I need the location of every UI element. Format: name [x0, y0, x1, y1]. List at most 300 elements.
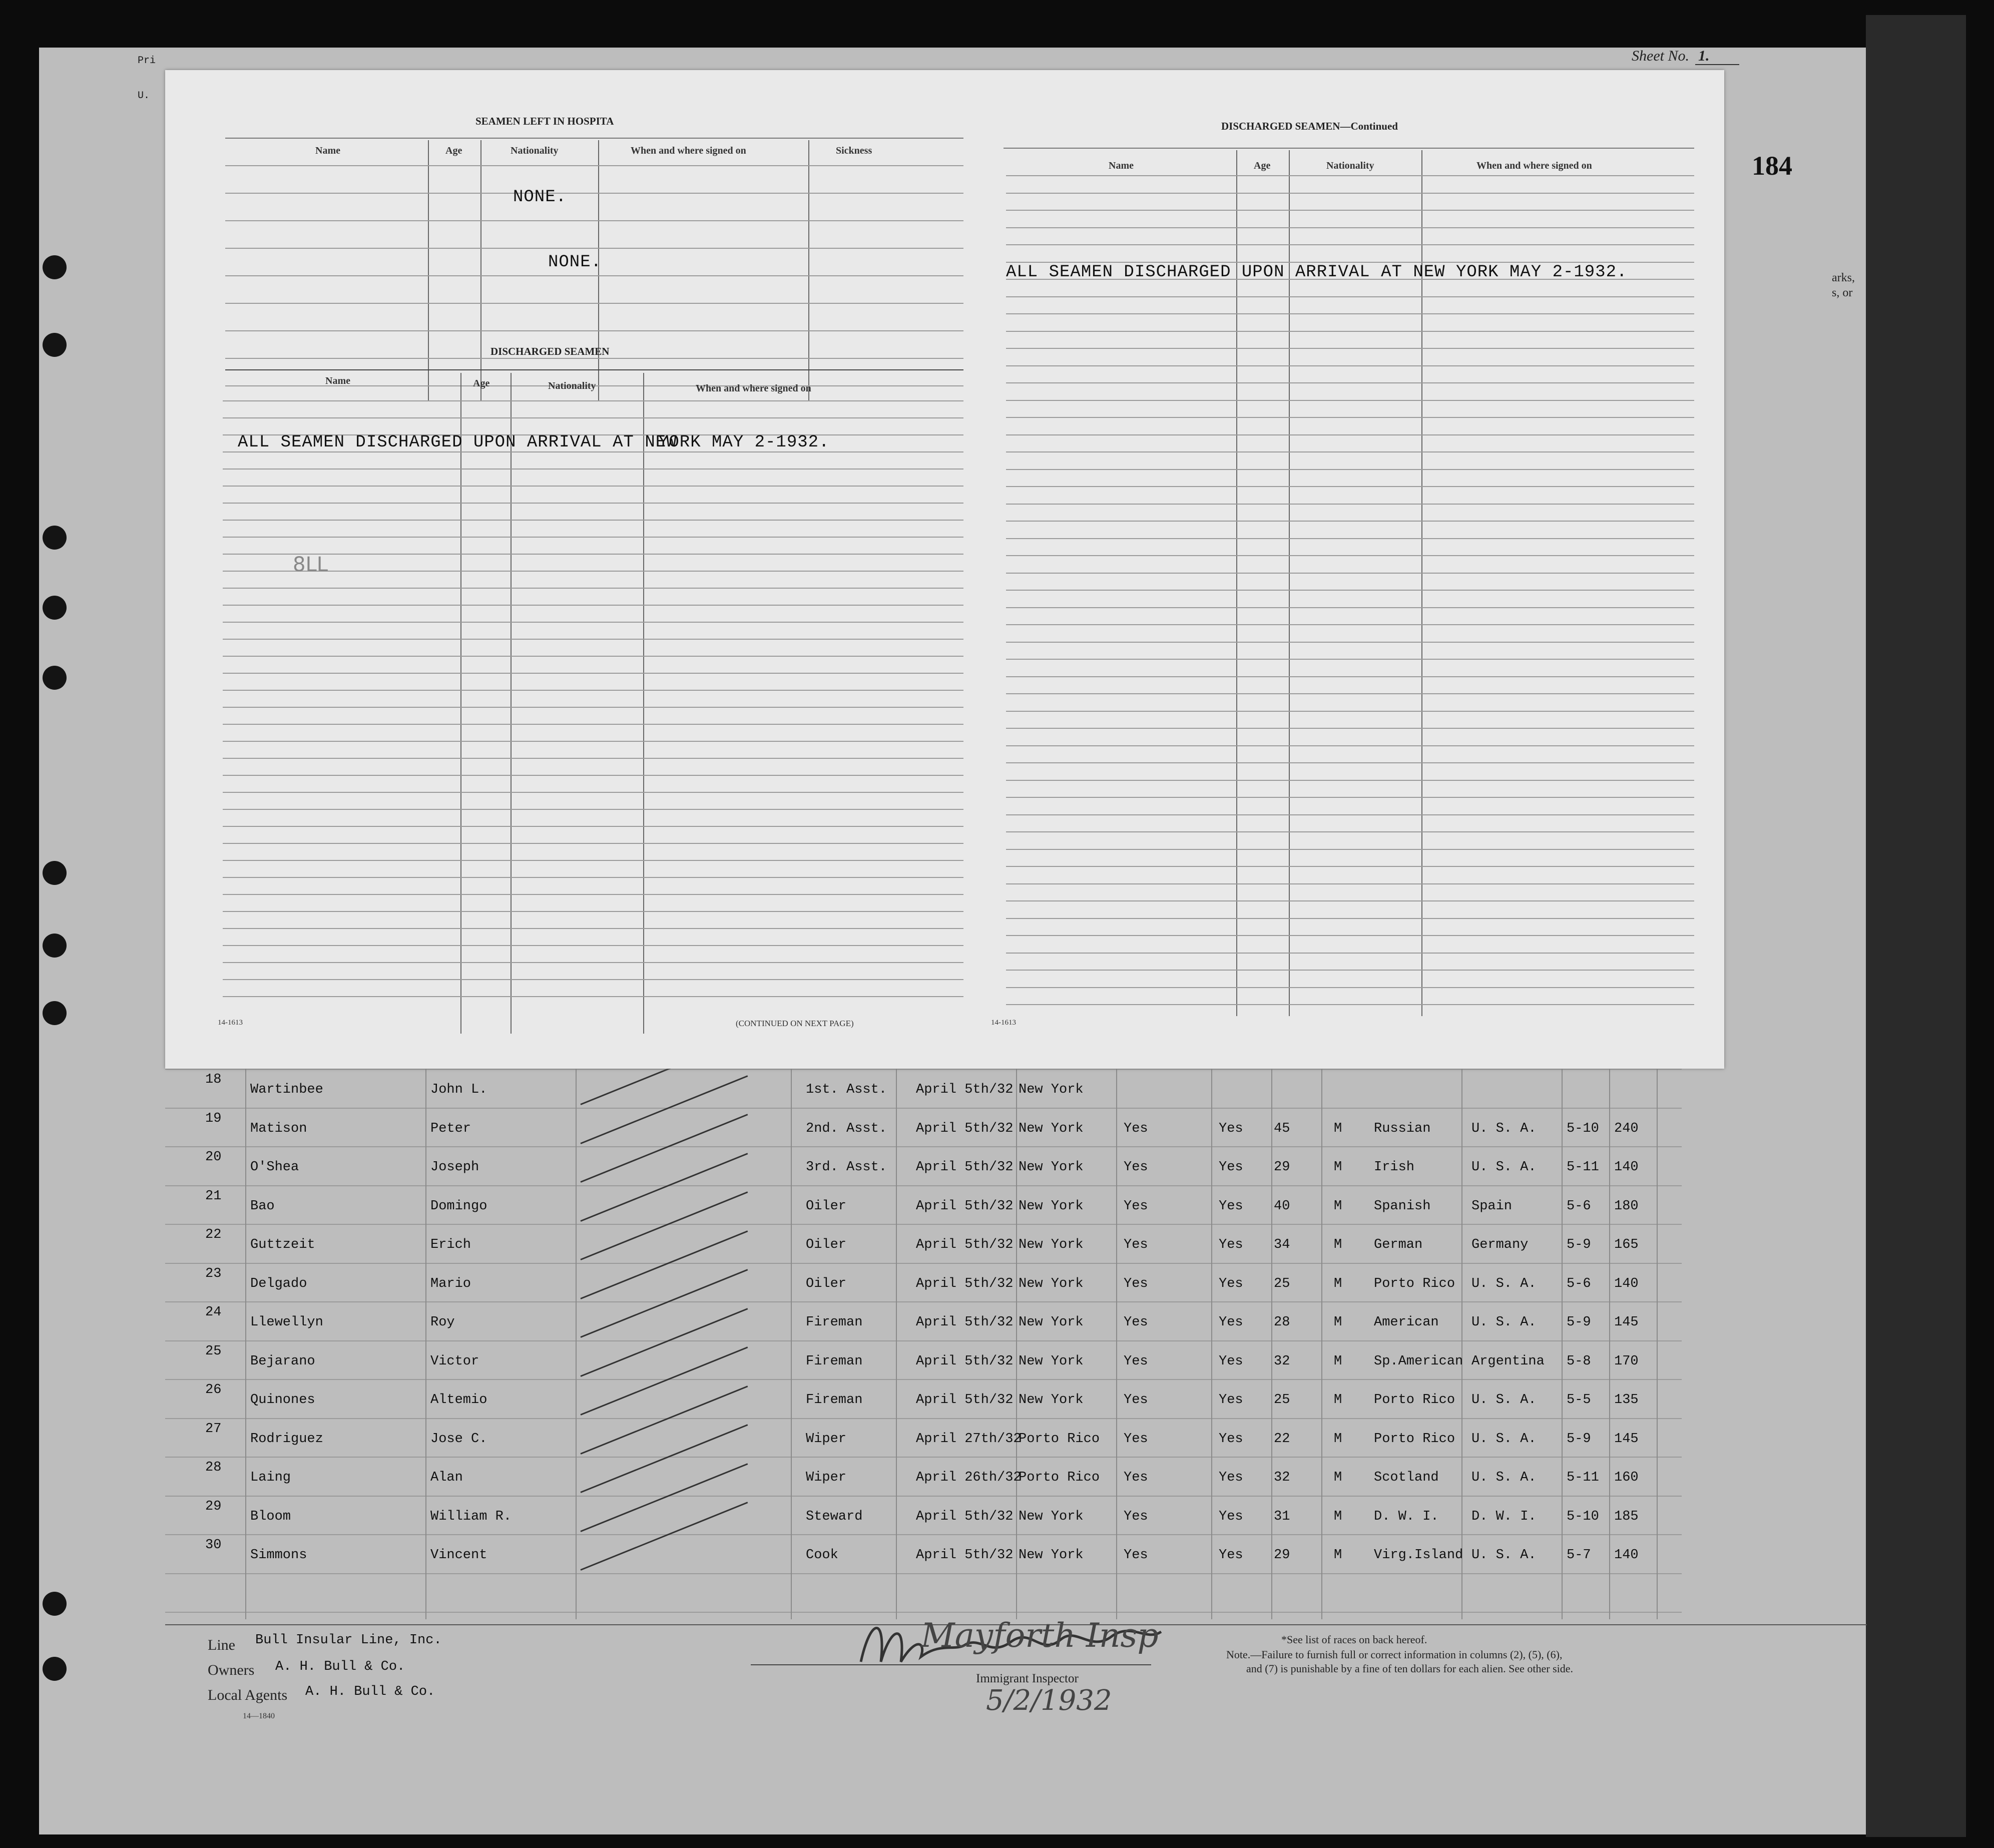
- ruled-line: [223, 860, 963, 861]
- immigrant-inspector-label: Immigrant Inspector: [976, 1672, 1079, 1685]
- crew-age: 29: [1274, 1548, 1290, 1563]
- ruled-line: [1006, 849, 1694, 850]
- crew-nation: U. S. A.: [1471, 1121, 1537, 1136]
- crew-nation: U. S. A.: [1471, 1393, 1537, 1408]
- ruled-line: [1006, 728, 1694, 729]
- crew-race: Virg.Island: [1374, 1548, 1463, 1563]
- crew-no: 28: [205, 1460, 222, 1475]
- crew-nation: U. S. A.: [1471, 1315, 1537, 1330]
- local-agents-label: Local Agents: [208, 1687, 288, 1703]
- crew-no: 29: [205, 1499, 222, 1514]
- crew-weight: 145: [1614, 1431, 1639, 1447]
- ruled-line: [223, 843, 963, 844]
- sheet-number-label: Sheet No.: [1632, 48, 1689, 64]
- ruled-line: [1006, 745, 1694, 746]
- continued-text: ALL SEAMEN DISCHARGED UPON ARRIVAL AT NEW YORK MAY 2-1932.: [1006, 263, 1628, 282]
- crew-given: Jose C.: [430, 1431, 487, 1447]
- continued-col-nationality: Nationality: [1326, 160, 1374, 171]
- ledger-column-rule: [1657, 1069, 1658, 1619]
- rule: [225, 138, 963, 139]
- ruled-line: [1006, 521, 1694, 522]
- crew-no: 22: [205, 1227, 222, 1242]
- crew-signed: April 5th/32: [916, 1548, 1014, 1563]
- crew-sex: M: [1334, 1160, 1342, 1175]
- ledger-column-rule: [896, 1069, 897, 1619]
- crew-weight: 135: [1614, 1393, 1639, 1408]
- crew-race: Porto Rico: [1374, 1276, 1455, 1291]
- crew-height: 5-9: [1567, 1315, 1591, 1330]
- crew-c1: Yes: [1124, 1315, 1148, 1330]
- ruled-line: [223, 911, 963, 912]
- ledger-column-rule: [1016, 1069, 1017, 1619]
- crew-place: New York: [1019, 1082, 1084, 1097]
- ledger-column-rule: [1211, 1069, 1212, 1619]
- crew-height: 5-6: [1567, 1276, 1591, 1291]
- hospital-col-age: Age: [445, 145, 462, 156]
- crew-c2: Yes: [1219, 1237, 1243, 1252]
- margin-fragment: U.: [138, 90, 150, 102]
- binder-hole: [43, 526, 67, 550]
- crew-c1: Yes: [1124, 1237, 1148, 1252]
- crew-age: 45: [1274, 1121, 1290, 1136]
- ruled-line: [223, 673, 963, 674]
- crew-place: New York: [1019, 1198, 1084, 1214]
- crew-age: 28: [1274, 1315, 1290, 1330]
- crew-height: 5-9: [1567, 1431, 1591, 1447]
- crew-no: 21: [205, 1188, 222, 1204]
- ruled-line: [225, 220, 963, 221]
- crew-surname: Bao: [250, 1198, 275, 1214]
- ruled-line: [223, 928, 963, 929]
- crew-c2: Yes: [1219, 1431, 1243, 1447]
- crew-rating: Fireman: [806, 1353, 863, 1369]
- binder-edge: [1866, 15, 1966, 1837]
- crew-c2: Yes: [1219, 1353, 1243, 1369]
- ledger-rule: [165, 1224, 1682, 1225]
- ruled-line: [1006, 900, 1694, 901]
- ruled-line: [1006, 227, 1694, 228]
- ruled-line: [1006, 365, 1694, 366]
- discharged-title: DISCHARGED SEAMEN: [490, 345, 610, 357]
- crew-given: John L.: [430, 1082, 487, 1097]
- crew-sex: M: [1334, 1353, 1342, 1369]
- ruled-line: [1006, 382, 1694, 383]
- binder-hole: [43, 934, 67, 958]
- crew-race: Russian: [1374, 1121, 1431, 1136]
- ruled-line: [1006, 193, 1694, 194]
- crew-surname: Bejarano: [250, 1353, 315, 1369]
- discharged-col-name: Name: [325, 375, 350, 386]
- crew-place: New York: [1019, 1160, 1084, 1175]
- ledger-rule: [165, 1340, 1682, 1341]
- crew-signed: April 27th/32: [916, 1431, 1022, 1447]
- crew-place: New York: [1019, 1393, 1084, 1408]
- seamen-overlay-sheet: [165, 70, 1724, 1069]
- ruled-line: [1006, 417, 1694, 418]
- crew-weight: 165: [1614, 1237, 1639, 1252]
- ruled-line: [223, 996, 963, 997]
- crew-nation: U. S. A.: [1471, 1470, 1537, 1485]
- ruled-line: [223, 537, 963, 538]
- rule: [1004, 148, 1694, 149]
- crew-height: 5-6: [1567, 1198, 1591, 1214]
- discharged-col-signed-on: When and where signed on: [696, 383, 811, 394]
- line-value: Bull Insular Line, Inc.: [255, 1633, 442, 1648]
- crew-given: Joseph: [430, 1160, 479, 1175]
- crew-age: 25: [1274, 1276, 1290, 1291]
- ruled-line: [223, 690, 963, 691]
- crew-surname: Delgado: [250, 1276, 307, 1291]
- crew-height: 5-11: [1567, 1160, 1599, 1175]
- binder-hole: [43, 1592, 67, 1616]
- ruled-line: [1006, 797, 1694, 798]
- crew-surname: Llewellyn: [250, 1315, 323, 1330]
- binder-hole: [43, 666, 67, 690]
- crew-place: Porto Rico: [1019, 1431, 1100, 1447]
- crew-c1: Yes: [1124, 1121, 1148, 1136]
- crew-surname: Laing: [250, 1470, 291, 1485]
- ruled-line: [1006, 624, 1694, 625]
- crew-no: 24: [205, 1305, 222, 1320]
- crew-c2: Yes: [1219, 1121, 1243, 1136]
- crew-height: 5-5: [1567, 1393, 1591, 1408]
- crew-rating: Oiler: [806, 1237, 847, 1252]
- crew-surname: Quinones: [250, 1393, 315, 1408]
- crew-age: 40: [1274, 1198, 1290, 1214]
- owners-label: Owners: [208, 1662, 255, 1678]
- crew-nation: Germany: [1471, 1237, 1529, 1252]
- ruled-line: [225, 165, 963, 166]
- crew-no: 23: [205, 1266, 222, 1281]
- races-note: *See list of races on back hereof.: [1281, 1633, 1427, 1646]
- crew-nation: D. W. I.: [1471, 1509, 1537, 1524]
- binder-hole: [43, 596, 67, 620]
- ruled-line: [1006, 434, 1694, 435]
- crew-age: 25: [1274, 1393, 1290, 1408]
- crew-no: 27: [205, 1421, 222, 1437]
- ledger-rule: [165, 1418, 1682, 1419]
- crew-race: Spanish: [1374, 1198, 1431, 1214]
- ledger-rule: [165, 1069, 1682, 1070]
- crew-no: 30: [205, 1538, 222, 1553]
- crew-surname: Simmons: [250, 1548, 307, 1563]
- ruled-line: [1006, 970, 1694, 971]
- discharged-text-a: ALL SEAMEN DISCHARGED UPON ARRIVAL AT NEW: [238, 433, 677, 452]
- crew-rating: Steward: [806, 1509, 863, 1524]
- owners-value: A. H. Bull & Co.: [275, 1659, 405, 1674]
- binder-hole: [43, 333, 67, 357]
- ruled-line: [225, 275, 963, 276]
- ruled-line: [1006, 953, 1694, 954]
- crew-sex: M: [1334, 1548, 1342, 1563]
- ruled-line: [223, 400, 963, 401]
- crew-race: Sp.American: [1374, 1353, 1463, 1369]
- crew-c1: Yes: [1124, 1353, 1148, 1369]
- crew-signed: April 5th/32: [916, 1121, 1014, 1136]
- hospital-title: SEAMEN LEFT IN HOSPITA: [475, 115, 614, 127]
- rule: [225, 369, 963, 370]
- crew-rating: Oiler: [806, 1198, 847, 1214]
- rule: [643, 373, 644, 1034]
- hospital-entry: NONE.: [513, 188, 567, 207]
- crew-c1: Yes: [1124, 1393, 1148, 1408]
- ledger-column-rule: [791, 1069, 792, 1619]
- ruled-line: [1006, 642, 1694, 643]
- ruled-line: [225, 248, 963, 249]
- ruled-line: [1006, 175, 1694, 176]
- ruled-line: [1006, 538, 1694, 539]
- ruled-line: [1006, 693, 1694, 694]
- crew-age: 29: [1274, 1160, 1290, 1175]
- crew-surname: Wartinbee: [250, 1082, 323, 1097]
- crew-given: Roy: [430, 1315, 455, 1330]
- continued-title: DISCHARGED SEAMEN—Continued: [1221, 120, 1398, 132]
- ledger-column-rule: [1116, 1069, 1117, 1619]
- fine-note-2: and (7) is punishable by a fine of ten dollars for each alien. See other side.: [1246, 1662, 1574, 1675]
- crew-sex: M: [1334, 1470, 1342, 1485]
- crew-given: William R.: [430, 1509, 512, 1524]
- ruled-line: [223, 469, 963, 470]
- discharged-text-b: YORK MAY 2-1932.: [658, 433, 830, 452]
- rule: [428, 140, 429, 400]
- ruled-line: [223, 588, 963, 589]
- ruled-line: [1006, 780, 1694, 781]
- ruled-line: [223, 554, 963, 555]
- crew-rating: 1st. Asst.: [806, 1082, 887, 1097]
- ruled-line: [1006, 210, 1694, 211]
- ruled-line: [1006, 331, 1694, 332]
- margin-fragment: Pri: [138, 55, 156, 67]
- crew-age: 22: [1274, 1431, 1290, 1447]
- crew-nation: U. S. A.: [1471, 1160, 1537, 1175]
- rule: [808, 140, 809, 400]
- crew-rating: Cook: [806, 1548, 838, 1563]
- hospital-col-name: Name: [315, 145, 340, 156]
- crew-no: 20: [205, 1150, 222, 1165]
- crew-nation: U. S. A.: [1471, 1548, 1537, 1563]
- crew-surname: Matison: [250, 1121, 307, 1136]
- ruled-line: [223, 877, 963, 878]
- ruled-line: [1006, 486, 1694, 487]
- line-label: Line: [208, 1637, 235, 1653]
- ledger-column-rule: [1562, 1069, 1563, 1619]
- page-number: 184: [1752, 151, 1792, 181]
- continued-col-name: Name: [1109, 160, 1134, 171]
- crew-c1: Yes: [1124, 1198, 1148, 1214]
- ledger-column-rule: [245, 1069, 246, 1619]
- form-number: 14—1840: [243, 1712, 275, 1720]
- ruled-line: [223, 656, 963, 657]
- crew-c1: Yes: [1124, 1470, 1148, 1485]
- crew-given: Vincent: [430, 1548, 487, 1563]
- crew-place: New York: [1019, 1237, 1084, 1252]
- ruled-line: [223, 571, 963, 572]
- crew-place: New York: [1019, 1509, 1084, 1524]
- crew-race: Scotland: [1374, 1470, 1439, 1485]
- ruled-line: [1006, 883, 1694, 884]
- crew-weight: 170: [1614, 1353, 1639, 1369]
- crew-height: 5-11: [1567, 1470, 1599, 1485]
- ruled-line: [223, 792, 963, 793]
- ruled-line: [1006, 935, 1694, 936]
- crew-sex: M: [1334, 1315, 1342, 1330]
- crew-place: New York: [1019, 1276, 1084, 1291]
- crew-given: Mario: [430, 1276, 471, 1291]
- ruled-line: [1006, 676, 1694, 677]
- crew-signed: April 26th/32: [916, 1470, 1022, 1485]
- crew-c2: Yes: [1219, 1198, 1243, 1214]
- crew-rating: Wiper: [806, 1431, 847, 1447]
- crew-rating: 3rd. Asst.: [806, 1160, 887, 1175]
- rule: [480, 140, 481, 400]
- crew-weight: 160: [1614, 1470, 1639, 1485]
- crew-weight: 185: [1614, 1509, 1639, 1524]
- ruled-line: [225, 330, 963, 331]
- crew-weight: 145: [1614, 1315, 1639, 1330]
- ruled-line: [223, 962, 963, 963]
- crew-surname: Guttzeit: [250, 1237, 315, 1252]
- continued-label: (CONTINUED ON NEXT PAGE): [736, 1019, 854, 1028]
- ledger-rule: [165, 1534, 1682, 1535]
- ruled-line: [223, 520, 963, 521]
- crew-c1: Yes: [1124, 1276, 1148, 1291]
- ledger-column-rule: [1461, 1069, 1462, 1619]
- sheet-number: [1632, 48, 1739, 65]
- ruled-line: [1006, 348, 1694, 349]
- crew-signed: April 5th/32: [916, 1276, 1014, 1291]
- ruled-line: [223, 775, 963, 776]
- crew-nation: U. S. A.: [1471, 1276, 1537, 1291]
- crew-sex: M: [1334, 1393, 1342, 1408]
- crew-race: Irish: [1374, 1160, 1415, 1175]
- crew-sex: M: [1334, 1276, 1342, 1291]
- crew-no: 19: [205, 1111, 222, 1126]
- ruled-line: [225, 193, 963, 194]
- crew-rating: 2nd. Asst.: [806, 1121, 887, 1136]
- crew-c2: Yes: [1219, 1509, 1243, 1524]
- crew-weight: 140: [1614, 1548, 1639, 1563]
- binder-hole: [43, 255, 67, 279]
- ledger-column-rule: [425, 1069, 426, 1619]
- crew-race: D. W. I.: [1374, 1509, 1439, 1524]
- ruled-line: [1006, 451, 1694, 452]
- rule: [460, 373, 461, 1034]
- hospital-entry: NONE.: [548, 253, 602, 272]
- crew-signed: April 5th/32: [916, 1353, 1014, 1369]
- crew-given: Alan: [430, 1470, 463, 1485]
- crew-given: Altemio: [430, 1393, 487, 1408]
- ruled-line: [223, 826, 963, 827]
- crew-signed: April 5th/32: [916, 1082, 1014, 1097]
- ruled-line: [1006, 313, 1694, 314]
- sheet-number-value: 1.: [1695, 48, 1740, 65]
- crew-height: 5-10: [1567, 1121, 1599, 1136]
- ledger-rule: [165, 1379, 1682, 1380]
- ledger-rule: [165, 1573, 1682, 1574]
- ruled-line: [1006, 814, 1694, 815]
- ruled-line: [223, 707, 963, 708]
- ledger-column-rule: [1271, 1069, 1272, 1619]
- crew-race: Porto Rico: [1374, 1393, 1455, 1408]
- ruled-line: [1006, 244, 1694, 245]
- ruled-line: [223, 622, 963, 623]
- ruled-line: [1006, 400, 1694, 401]
- crew-place: New York: [1019, 1121, 1084, 1136]
- crew-given: Erich: [430, 1237, 471, 1252]
- form-number-right: 14-1613: [991, 1019, 1016, 1027]
- hospital-col-signed-on: When and where signed on: [631, 145, 746, 156]
- ruled-line: [1006, 711, 1694, 712]
- ledger-rule: [165, 1108, 1682, 1109]
- crew-nation: Spain: [1471, 1198, 1513, 1214]
- crew-weight: 140: [1614, 1160, 1639, 1175]
- continued-col-age: Age: [1254, 160, 1271, 171]
- ruled-line: [1006, 659, 1694, 660]
- crew-no: 25: [205, 1343, 222, 1359]
- crew-c1: Yes: [1124, 1160, 1148, 1175]
- crew-race: German: [1374, 1237, 1423, 1252]
- ledger-column-rule: [1609, 1069, 1610, 1619]
- discharged-col-nationality: Nationality: [548, 380, 596, 391]
- ruled-line: [225, 358, 963, 359]
- crew-place: New York: [1019, 1315, 1084, 1330]
- ruled-line: [1006, 555, 1694, 556]
- crew-c2: Yes: [1219, 1548, 1243, 1563]
- crew-rating: Oiler: [806, 1276, 847, 1291]
- crew-c1: Yes: [1124, 1431, 1148, 1447]
- crew-c1: Yes: [1124, 1509, 1148, 1524]
- crew-signed: April 5th/32: [916, 1160, 1014, 1175]
- inspection-date: 5/2/1932: [986, 1684, 1112, 1717]
- ruled-line: [223, 809, 963, 810]
- crew-signed: April 5th/32: [916, 1198, 1014, 1214]
- crew-signed: April 5th/32: [916, 1393, 1014, 1408]
- ledger-rule: [165, 1301, 1682, 1302]
- ledger-column-rule: [1321, 1069, 1322, 1619]
- form-number-left: 14-1613: [218, 1019, 243, 1027]
- crew-c2: Yes: [1219, 1393, 1243, 1408]
- ruled-line: [1006, 918, 1694, 919]
- ruled-line: [1006, 296, 1694, 297]
- hospital-col-sickness: Sickness: [836, 145, 872, 156]
- crew-nation: U. S. A.: [1471, 1431, 1537, 1447]
- crew-place: New York: [1019, 1548, 1084, 1563]
- crew-c1: Yes: [1124, 1548, 1148, 1563]
- crew-rating: Fireman: [806, 1315, 863, 1330]
- ruled-line: [1006, 987, 1694, 988]
- rule: [511, 373, 512, 1034]
- ruled-line: [1006, 866, 1694, 867]
- ruled-line: [1006, 762, 1694, 763]
- ledger-rule: [165, 1457, 1682, 1458]
- crew-place: Porto Rico: [1019, 1470, 1100, 1485]
- ledger-rule: [165, 1185, 1682, 1186]
- crew-c2: Yes: [1219, 1470, 1243, 1485]
- crew-age: 32: [1274, 1353, 1290, 1369]
- ruled-line: [1006, 590, 1694, 591]
- crew-ledger: [165, 1069, 1682, 1619]
- crew-c2: Yes: [1219, 1315, 1243, 1330]
- ruled-line: [223, 894, 963, 895]
- crew-sex: M: [1334, 1121, 1342, 1136]
- hospital-col-nationality: Nationality: [511, 145, 559, 156]
- ruled-line: [223, 503, 963, 504]
- crew-height: 5-9: [1567, 1237, 1591, 1252]
- ledger-rule: [165, 1146, 1682, 1147]
- ledger-rule: [165, 1263, 1682, 1264]
- crew-age: 34: [1274, 1237, 1290, 1252]
- crew-weight: 240: [1614, 1121, 1639, 1136]
